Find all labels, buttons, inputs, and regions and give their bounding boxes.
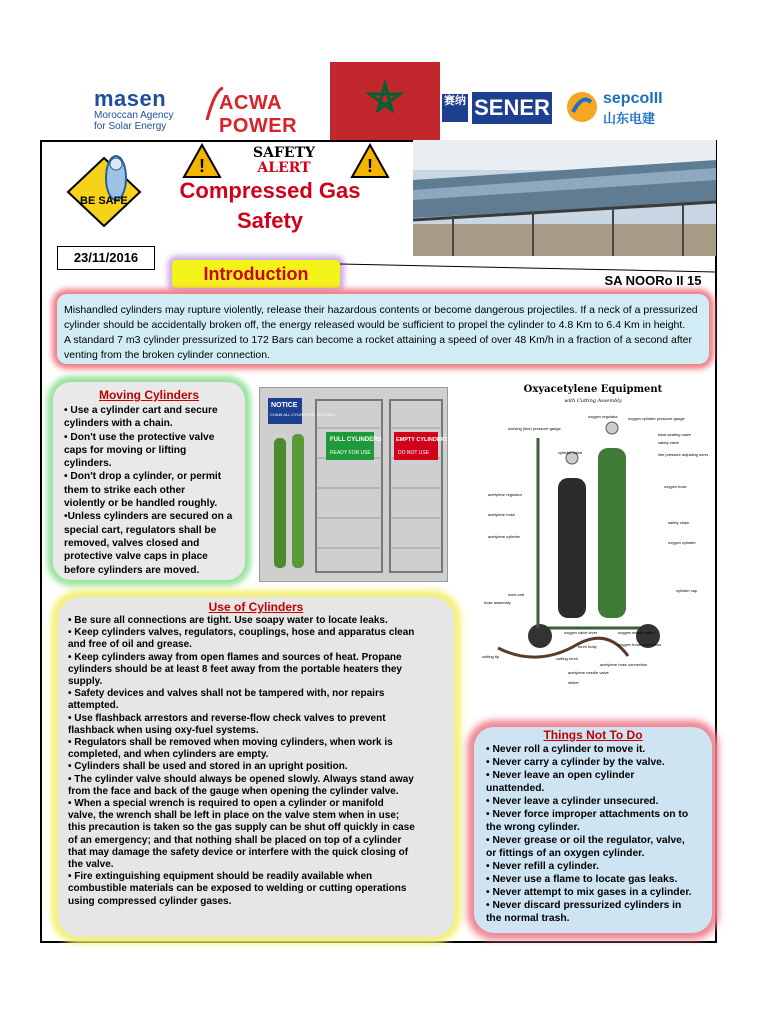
oxy-label: cylinder valve — [558, 450, 583, 455]
use-line: • Keep cylinders valves, regulators, couplings, hose and apparatus clean — [68, 627, 415, 639]
notice-text: CHAIN ALL CYLINDERS SECURELY — [270, 412, 337, 417]
use-line: • Be sure all connections are tight. Use soapy water to locate leaks. — [68, 615, 388, 626]
title-line-2: Safety — [236, 208, 304, 233]
oxygen-cylinder-icon — [598, 448, 626, 618]
not-line: the normal trash. — [486, 913, 570, 924]
cylinder-storage-cage-photo — [259, 387, 448, 582]
use-line: • The cylinder valve should always be opened slowly. Always stand away — [68, 773, 414, 785]
introduction-text — [64, 303, 704, 363]
use-line: • Safety devices and valves shall not be tampered with, nor repairs — [68, 688, 385, 700]
date-label: 23/11/2016 — [57, 246, 155, 270]
svg-text:!: ! — [199, 156, 205, 176]
moving-line: violently or be handled roughly. — [64, 498, 218, 510]
full-cylinders-sub: READY FOR USE — [330, 450, 371, 456]
notice-label: NOTICE — [271, 402, 298, 409]
moving-line: • Use a cylinder cart and secure — [64, 405, 218, 416]
section-heading-introduction: Introduction — [172, 260, 340, 288]
moving-line: before cylinders are moved. — [64, 564, 200, 576]
solar-plant-photo — [413, 140, 716, 256]
use-line: from the face and back of the gauge when opening the cylinder valve. — [68, 785, 399, 797]
intro-line: A standard 7 m3 cylinder pressurized to 172 Bars can become a rocket attaining a speed of over 48 Km/h in a fraction of a second after — [64, 334, 693, 346]
sener-name: SENER — [472, 92, 552, 124]
not-line: • Never grease or oil the regulator, valve, — [486, 835, 685, 846]
oxy-label: hose assembly — [484, 600, 511, 605]
use-line: the valve. — [68, 859, 114, 871]
oxyacetylene-equipment-diagram — [478, 378, 708, 708]
use-line: • Cylinders shall be used and stored in an upright position. — [68, 761, 348, 773]
moving-line: caps for moving or lifting — [64, 444, 187, 456]
oxy-label: oxygen regulator — [588, 414, 618, 419]
moving-line: special cart, regulators shall be — [64, 524, 217, 536]
oxy-label: oxygen needle valve — [618, 630, 655, 635]
acwa-power-logo — [205, 86, 323, 137]
sepco-emblem-icon — [565, 90, 599, 124]
use-line: attempted. — [68, 700, 119, 712]
masen-subtitle-2: for Solar Energy — [94, 121, 167, 132]
moving-line: removed, valves closed and — [64, 537, 200, 549]
not-line: • Never leave a cylinder unsecured. — [486, 796, 659, 807]
use-line: flashback when using oxy-fuel systems. — [68, 724, 259, 736]
not-line: • Never refill a cylinder. — [486, 861, 599, 872]
moving-cylinders-heading: Moving Cylinders — [98, 388, 199, 402]
intro-line: Mishandled cylinders may rupture violently, release their hazardous contents or become dangerous projectiles. If a neck of a pressurized — [64, 304, 698, 316]
oxy-label: line pressure adjusting screw — [658, 452, 708, 457]
use-line: completed, and when cylinders are empty. — [68, 749, 269, 761]
reference-number: SA NOORo II 15 — [604, 273, 702, 288]
oxy-label: oxygen hose connection — [618, 642, 662, 647]
moving-line: • Don't use the protective valve — [64, 431, 215, 443]
flag-star-icon — [330, 62, 440, 142]
oxy-label: acetylene hose connection — [600, 662, 648, 667]
not-line: • Never discard pressurized cylinders in — [486, 900, 682, 911]
moving-line: them to strike each other — [64, 484, 186, 496]
intro-line: cylinder should be accidentally broken off, the energy released would be sufficient to propel the cylinder to 4.8 Km to 6.4 Km in height. — [64, 319, 686, 331]
use-line: this precaution is taken so the gas supply can be shut off quickly in case — [68, 822, 415, 834]
oxy-label: torch body — [578, 644, 597, 649]
use-line: using compressed cylinder gases. — [68, 895, 232, 907]
moving-line: cylinders with a chain. — [64, 418, 173, 430]
sepco-name: sepcoIII — [603, 90, 663, 107]
full-cylinders-label: FULL CYLINDERS — [330, 437, 382, 443]
oxy-label: acetylene hose — [488, 512, 515, 517]
not-line: • Never use a flame to locate gas leaks. — [486, 874, 678, 885]
use-line: of an emergency; and that nothing shall be placed on top of a cylinder — [68, 834, 402, 846]
things-not-to-do-text — [486, 743, 708, 925]
things-not-to-do-heading: Things Not To Do — [543, 728, 643, 742]
not-line: • Never attempt to mix gases in a cylinder. — [486, 887, 692, 898]
oxy-label: oxygen cylinder — [668, 540, 696, 545]
masen-name: masen — [94, 86, 167, 111]
sener-logo — [442, 92, 552, 124]
use-line: • Use flashback arrestors and reverse-flow check valves to prevent — [68, 712, 386, 724]
not-line: • Never leave an open cylinder — [486, 770, 635, 781]
oxy-label: safety valve — [658, 440, 680, 445]
moving-line: •Unless cylinders are secured on a — [64, 511, 233, 523]
page-title — [150, 176, 390, 236]
not-line: the wrong cylinder. — [486, 822, 580, 833]
empty-cylinders-label: EMPTY CYLINDERS — [396, 437, 447, 443]
not-line: • Never carry a cylinder by the valve. — [486, 757, 665, 768]
oxy-label: back seating valve — [658, 432, 691, 437]
oxy-label: oxygen hose — [664, 484, 687, 489]
use-line: supply. — [68, 676, 103, 688]
oxy-label: oxygen valve lever — [564, 630, 598, 635]
sepco-subtitle: 山东电建 — [603, 111, 656, 126]
oxy-title: Oxyacetylene Equipment — [523, 384, 663, 395]
oxy-label: work cart — [508, 592, 525, 597]
be-safe-mascot — [58, 146, 150, 238]
not-line: • Never force improper attachments on to — [486, 809, 689, 820]
moving-line: • Don't drop a cylinder, or permit — [64, 471, 222, 483]
not-line: unattended. — [486, 783, 545, 794]
oxy-label: safety chain — [668, 520, 690, 525]
sener-mark: 赛纳 — [442, 94, 468, 122]
oxy-label: oxygen cylinder pressure gauge — [628, 416, 685, 421]
be-safe-sign-icon — [58, 146, 150, 238]
moving-line: protective valve caps in place — [64, 551, 208, 563]
header-divider — [340, 256, 716, 274]
use-line: • Keep cylinders away from open flames and sources of heat. Propane — [68, 651, 402, 663]
oxy-label: cylinder cap — [676, 588, 698, 593]
masen-subtitle-1: Moroccan Agency — [94, 110, 174, 121]
moving-cylinders-text — [64, 404, 240, 577]
use-line: combustible materials can be exposed to welding or cutting operations — [68, 883, 407, 895]
oxy-subtitle: with Cutting Assembly — [564, 398, 622, 404]
oxy-label: striker — [568, 680, 579, 685]
warning-icon — [182, 143, 222, 179]
moving-line: cylinders. — [64, 458, 112, 470]
oxy-label: acetylene regulator — [488, 492, 523, 497]
use-line: • Regulators shall be removed when moving cylinders, when work is — [68, 737, 393, 749]
safety-alert-badge — [248, 146, 320, 176]
intro-line: venting from the broken cylinder connection. — [64, 349, 271, 361]
empty-cylinders-sub: DO NOT USE — [398, 450, 430, 456]
oxy-label: acetylene cylinder — [488, 534, 521, 539]
oxy-label: cutting tip — [482, 654, 500, 659]
use-line: cylinders should be at least 8 feet away from the portable heaters they — [68, 663, 402, 675]
alert-word: ALERT — [257, 160, 311, 176]
oxy-label: cutting torch — [556, 656, 578, 661]
acwa-power-name: ACWA POWER — [219, 92, 298, 137]
not-line: • Never roll a cylinder to move it. — [486, 744, 646, 755]
use-of-cylinders-heading: Use of Cylinders — [208, 600, 304, 614]
use-of-cylinders-text — [68, 615, 450, 908]
be-safe-label: BE SAFE — [80, 195, 128, 207]
warning-icon — [350, 143, 390, 179]
use-line: that may damage the safety device or interfere with the quick closing of — [68, 846, 409, 858]
title-line-1: Compressed Gas — [179, 178, 361, 203]
oxy-label: acetylene needle valve — [568, 670, 609, 675]
sepco-logo — [565, 88, 675, 128]
use-line: valve, the wrench shall be left in place on the valve stem when in use; — [68, 810, 400, 822]
svg-text:!: ! — [367, 156, 373, 176]
morocco-flag — [330, 62, 440, 142]
use-line: and free of oil and grease. — [68, 639, 192, 651]
use-line: • When a special wrench is required to open a cylinder or manifold — [68, 798, 384, 810]
oxy-label: working (line) pressure gauge — [508, 426, 561, 431]
safety-word: SAFETY — [253, 145, 315, 161]
acetylene-cylinder-icon — [558, 478, 586, 618]
use-line: • Fire extinguishing equipment should be readily available when — [68, 871, 373, 883]
not-line: or fittings of an oxygen cylinder. — [486, 848, 645, 859]
masen-logo — [94, 88, 194, 132]
